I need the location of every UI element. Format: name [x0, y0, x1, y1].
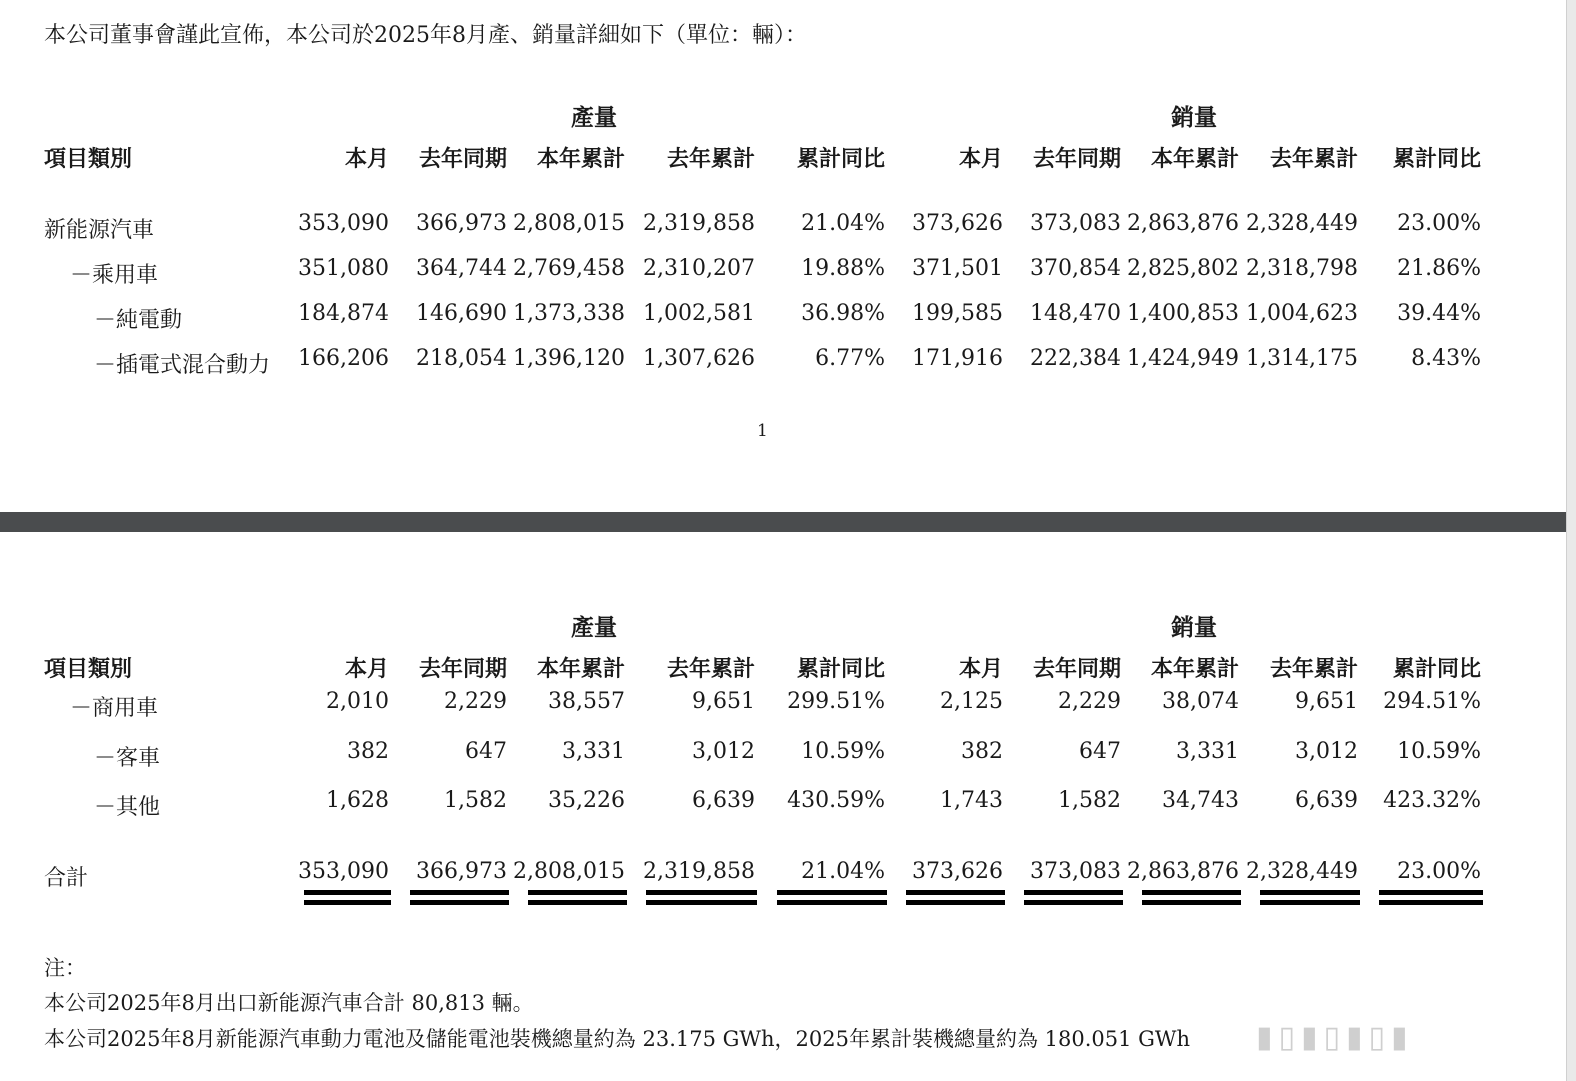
table-cell: 36.98%	[801, 301, 885, 326]
row-label: －純電動	[94, 308, 183, 333]
table-cell: 371,501	[912, 256, 1003, 281]
notes-heading: 注：	[44, 956, 86, 980]
column-header: 本年累計	[536, 657, 625, 682]
table-cell: 10.59%	[1397, 739, 1481, 764]
watermark-mark: ▮▯▮▯▮▯▮	[1256, 1020, 1414, 1055]
table-cell: 1,314,175	[1246, 346, 1358, 371]
row-label: －商用車	[70, 696, 159, 721]
row-label: －其他	[94, 795, 161, 820]
total-cell: 2,863,876	[1127, 859, 1239, 884]
table-cell: 166,206	[298, 346, 389, 371]
column-header: 本年累計	[1150, 657, 1239, 682]
document-page-2	[0, 532, 1566, 1081]
table-cell: 1,307,626	[643, 346, 755, 371]
double-underline	[1260, 890, 1360, 905]
table-cell: 35,226	[548, 788, 625, 813]
table-cell: 3,331	[562, 739, 625, 764]
total-cell: 373,626	[912, 859, 1003, 884]
table-cell: 6,639	[1295, 788, 1358, 813]
table-cell: 2,825,802	[1127, 256, 1239, 281]
table-cell: 38,557	[548, 689, 625, 714]
table-cell: 1,424,949	[1127, 346, 1239, 371]
note-battery: 本公司2025年8月新能源汽車動力電池及儲能電池裝機總量約為 23.175 GWh，2025年累計裝機總量約為 180.051 GWh	[44, 1027, 1191, 1051]
table-cell: 10.59%	[801, 739, 885, 764]
table-cell: 1,400,853	[1127, 301, 1239, 326]
table-cell: 1,628	[326, 788, 389, 813]
total-cell: 366,973	[416, 859, 507, 884]
table-cell: 3,012	[692, 739, 755, 764]
total-cell: 373,083	[1030, 859, 1121, 884]
column-header: 本年累計	[1150, 147, 1239, 172]
document-page-1	[0, 0, 1566, 512]
table-cell: 647	[465, 739, 507, 764]
table-cell: 222,384	[1030, 346, 1121, 371]
table-cell: 9,651	[1295, 689, 1358, 714]
column-header: 本月	[958, 147, 1003, 172]
scrollbar-track[interactable]	[1566, 0, 1576, 1081]
table-cell: 299.51%	[787, 689, 885, 714]
table-cell: 353,090	[298, 211, 389, 236]
table-cell: 146,690	[416, 301, 507, 326]
column-header: 去年同期	[1032, 147, 1121, 172]
column-header: 累計同比	[796, 657, 885, 682]
table-cell: 199,585	[912, 301, 1003, 326]
total-cell: 21.04%	[801, 859, 885, 884]
table-cell: 373,626	[912, 211, 1003, 236]
table-cell: 148,470	[1030, 301, 1121, 326]
total-cell: 353,090	[298, 859, 389, 884]
column-header: 本年累計	[536, 147, 625, 172]
column-header: 累計同比	[796, 147, 885, 172]
total-cell: 2,328,449	[1246, 859, 1358, 884]
column-header: 本月	[958, 657, 1003, 682]
table-cell: 2,863,876	[1127, 211, 1239, 236]
table-cell: 23.00%	[1397, 211, 1481, 236]
table-cell: 8.43%	[1411, 346, 1481, 371]
table-cell: 19.88%	[801, 256, 885, 281]
column-header: 去年累計	[1269, 147, 1358, 172]
table-cell: 2,010	[326, 689, 389, 714]
row-label: －插電式混合動力	[94, 353, 271, 378]
total-cell: 2,808,015	[513, 859, 625, 884]
table-cell: 373,083	[1030, 211, 1121, 236]
double-underline	[1024, 890, 1123, 905]
column-header: 去年累計	[666, 657, 755, 682]
column-header: 本月	[344, 147, 389, 172]
total-cell: 23.00%	[1397, 859, 1481, 884]
category-column-header: 項目類別	[44, 147, 133, 172]
table-cell: 364,744	[416, 256, 507, 281]
table-cell: 3,331	[1176, 739, 1239, 764]
table-cell: 382	[961, 739, 1003, 764]
double-underline	[906, 890, 1005, 905]
table-cell: 1,743	[940, 788, 1003, 813]
page-number: 1	[757, 421, 768, 441]
row-label: 新能源汽車	[44, 218, 155, 243]
double-underline	[410, 890, 509, 905]
table-cell: 2,229	[444, 689, 507, 714]
table-cell: 171,916	[912, 346, 1003, 371]
table-cell: 382	[347, 739, 389, 764]
table-cell: 184,874	[298, 301, 389, 326]
double-underline	[1142, 890, 1241, 905]
column-header: 去年累計	[1269, 657, 1358, 682]
category-column-header-2: 項目類別	[44, 657, 133, 682]
table-cell: 430.59%	[787, 788, 885, 813]
table-cell: 366,973	[416, 211, 507, 236]
table-cell: 38,074	[1162, 689, 1239, 714]
column-header: 累計同比	[1392, 657, 1481, 682]
intro-text: 本公司董事會謹此宣佈，本公司於2025年8月產、銷量詳細如下（單位：輛）：	[44, 23, 807, 48]
table-cell: 9,651	[692, 689, 755, 714]
double-underline	[646, 890, 757, 905]
table-cell: 2,318,798	[1246, 256, 1358, 281]
table-cell: 1,582	[444, 788, 507, 813]
column-header: 去年同期	[418, 657, 507, 682]
table-cell: 2,125	[940, 689, 1003, 714]
row-label: －乘用車	[70, 263, 159, 288]
double-underline	[777, 890, 887, 905]
sales-group-header-2: 銷量	[1171, 615, 1217, 641]
table-cell: 2,229	[1058, 689, 1121, 714]
table-cell: 1,373,338	[513, 301, 625, 326]
column-header: 本月	[344, 657, 389, 682]
column-header: 累計同比	[1392, 147, 1481, 172]
table-cell: 21.86%	[1397, 256, 1481, 281]
table-cell: 21.04%	[801, 211, 885, 236]
table-cell: 3,012	[1295, 739, 1358, 764]
table-cell: 2,310,207	[643, 256, 755, 281]
table-cell: 2,769,458	[513, 256, 625, 281]
sales-group-header: 銷量	[1171, 105, 1217, 131]
total-label: 合計	[44, 866, 89, 891]
column-header: 去年同期	[1032, 657, 1121, 682]
table-cell: 2,319,858	[643, 211, 755, 236]
table-cell: 647	[1079, 739, 1121, 764]
table-cell: 2,328,449	[1246, 211, 1358, 236]
production-group-header: 產量	[571, 105, 617, 131]
table-cell: 423.32%	[1383, 788, 1481, 813]
table-cell: 1,002,581	[643, 301, 755, 326]
table-cell: 1,582	[1058, 788, 1121, 813]
table-cell: 370,854	[1030, 256, 1121, 281]
column-header: 去年累計	[666, 147, 755, 172]
double-underline	[304, 890, 391, 905]
note-export: 本公司2025年8月出口新能源汽車合計 80,813 輛。	[44, 991, 534, 1015]
column-header: 去年同期	[418, 147, 507, 172]
table-cell: 1,396,120	[513, 346, 625, 371]
production-group-header-2: 產量	[571, 615, 617, 641]
total-cell: 2,319,858	[643, 859, 755, 884]
double-underline	[528, 890, 627, 905]
row-label: －客車	[94, 746, 161, 771]
table-cell: 39.44%	[1397, 301, 1481, 326]
table-cell: 1,004,623	[1246, 301, 1358, 326]
table-cell: 6.77%	[815, 346, 885, 371]
table-cell: 2,808,015	[513, 211, 625, 236]
table-cell: 6,639	[692, 788, 755, 813]
page-separator	[0, 512, 1576, 532]
double-underline	[1379, 890, 1483, 905]
table-cell: 294.51%	[1383, 689, 1481, 714]
table-cell: 218,054	[416, 346, 507, 371]
table-cell: 351,080	[298, 256, 389, 281]
table-cell: 34,743	[1162, 788, 1239, 813]
